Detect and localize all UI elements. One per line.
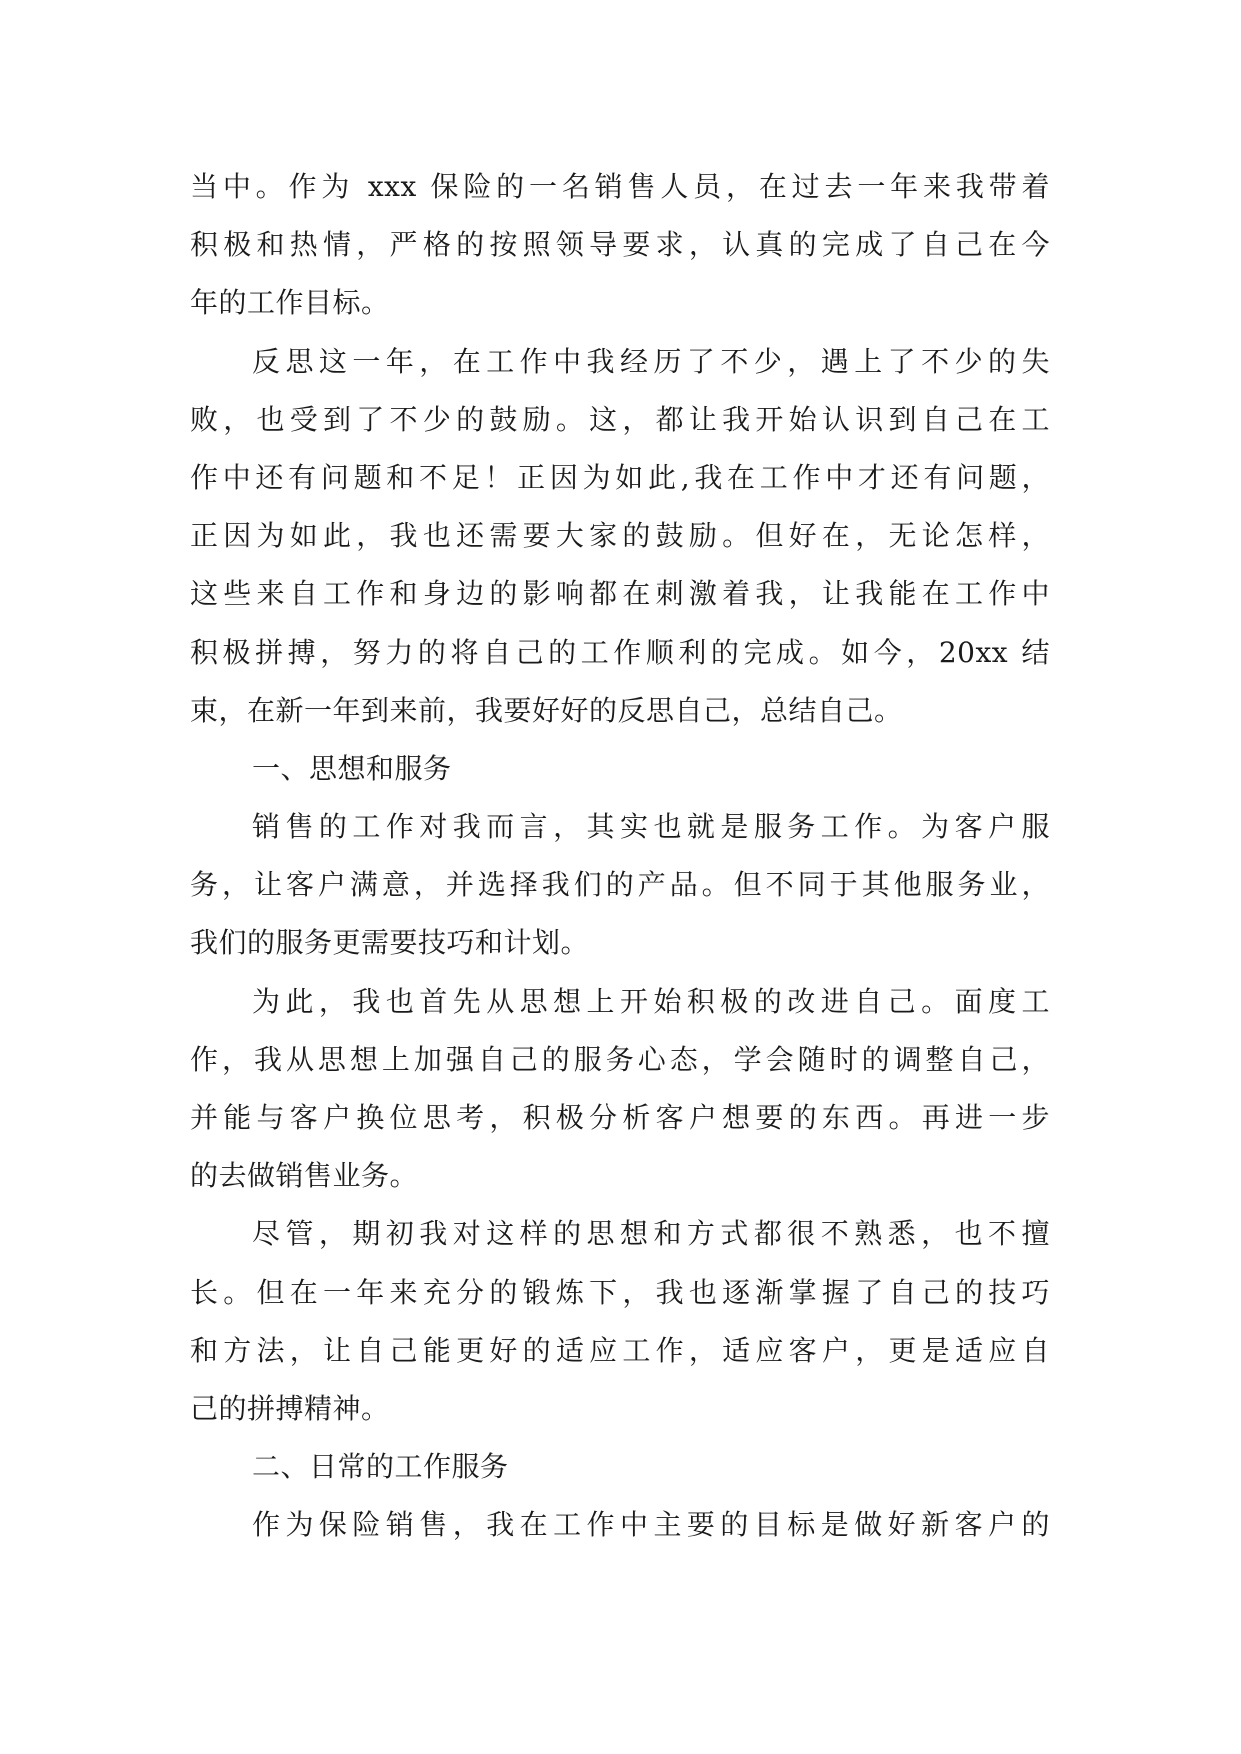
text-line: 为此，我也首先从思想上开始积极的改进自己。面度工 — [252, 984, 1050, 1018]
text-line: 作，我从思想上加强自己的服务心态，学会随时的调整自己， — [190, 1042, 1050, 1076]
text-line: 销售的工作对我而言，其实也就是服务工作。为客户服 — [252, 810, 1050, 844]
text-line: 并能与客户换位思考，积极分析客户想要的东西。再进一步 — [190, 1101, 1050, 1134]
text-line: 作中还有问题和不足！正因为如此,我在工作中才还有问题， — [190, 460, 1050, 494]
text-line: 作为保险销售，我在工作中主要的目标是做好新客户的 — [252, 1508, 1050, 1542]
text-line: 败，也受到了不少的鼓励。这，都让我开始认识到自己在工 — [190, 402, 1050, 436]
text-line: 积极和热情，严格的按照领导要求，认真的完成了自己在今 — [190, 228, 1050, 262]
text-line: 年的工作目标。 — [190, 286, 390, 320]
text-line: 束，在新一年到来前，我要好好的反思自己，总结自己。 — [190, 693, 903, 727]
text-line: 和方法，让自己能更好的适应工作，适应客户，更是适应自 — [190, 1333, 1050, 1367]
text-line: 己的拼搏精神。 — [190, 1391, 390, 1425]
text-line: 务，让客户满意，并选择我们的产品。但不同于其他服务业， — [190, 868, 1050, 902]
text-line: 反思这一年，在工作中我经历了不少，遇上了不少的失 — [252, 344, 1050, 378]
text-line: 这些来自工作和身边的影响都在刺激着我，让我能在工作中 — [190, 577, 1050, 611]
text-line: 我们的服务更需要技巧和计划。 — [190, 926, 590, 960]
text-line: 一、思想和服务 — [252, 751, 452, 785]
text-line: 正因为如此，我也还需要大家的鼓励。但好在，无论怎样， — [190, 519, 1050, 553]
text-line: 长。但在一年来充分的锻炼下，我也逐渐掌握了自己的技巧 — [190, 1275, 1050, 1309]
document-body — [190, 158, 1050, 1555]
text-line: 的去做销售业务。 — [190, 1159, 419, 1193]
text-line: 二、日常的工作服务 — [252, 1450, 509, 1484]
text-line: 积极拼搏，努力的将自己的工作顺利的完成。如今，20xx 结 — [190, 635, 1050, 669]
text-line: 尽管，期初我对这样的思想和方式都很不熟悉，也不擅 — [252, 1217, 1050, 1251]
text-line: 当中。作为 xxx 保险的一名销售人员，在过去一年来我带着 — [190, 170, 1050, 203]
